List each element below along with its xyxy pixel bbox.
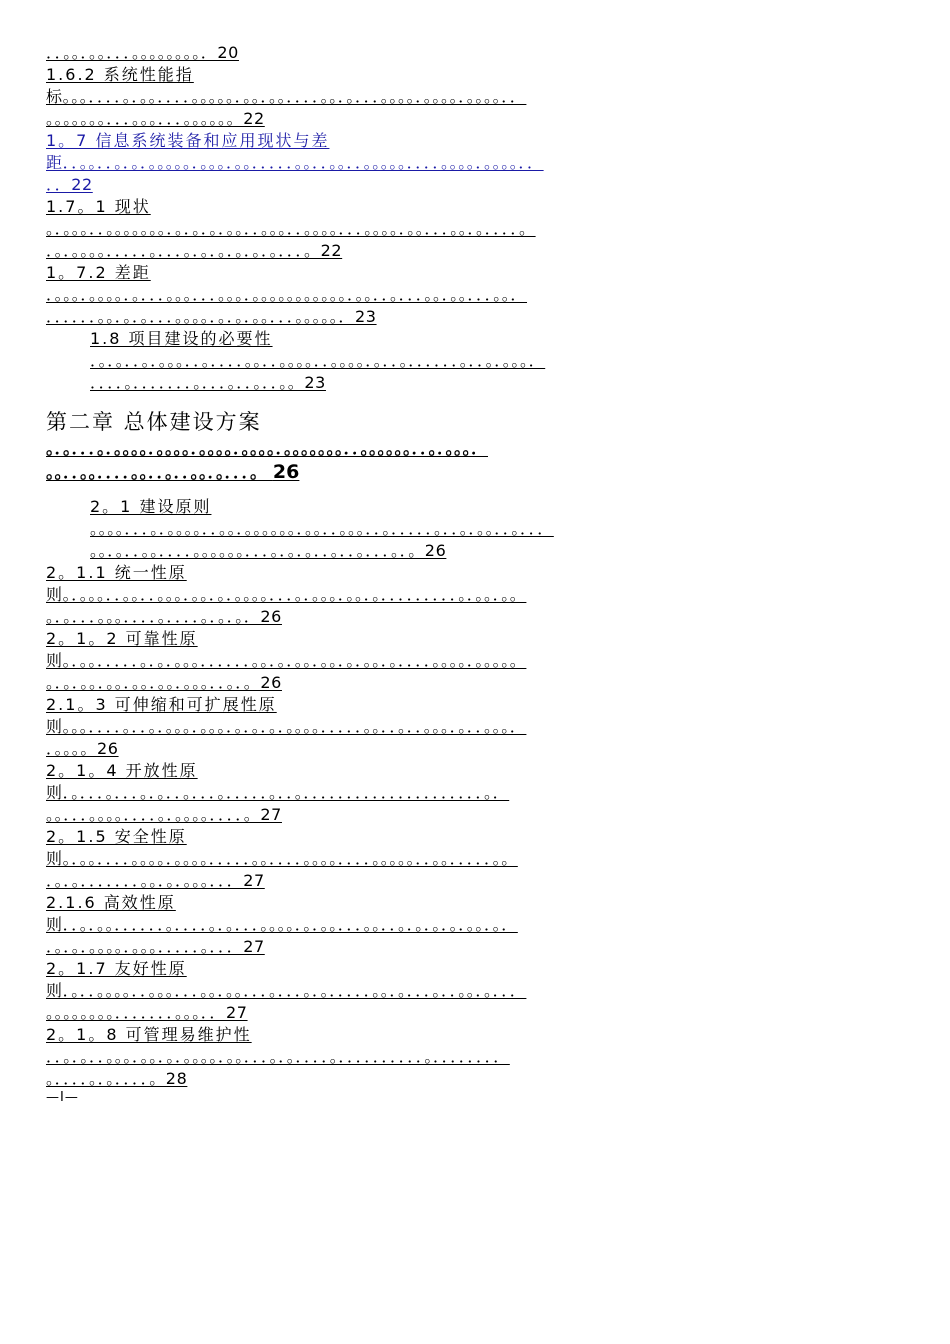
chapter-leader-dots-1[interactable]: 。．。．．．。．。。。。．。。。。．。。。。．。。。。．。。。。。。。．．。。。。。。．．。．。。。． bbox=[46, 439, 488, 459]
toc-entry-title[interactable]: 1。7.2 差距 bbox=[46, 263, 151, 282]
toc-leader-line[interactable]: 则。．。。．．．．．。．。．。。。．．．．．．。。．。．。。．。。．。．。。．。．．．．。。。。．。。。。。 bbox=[46, 651, 527, 670]
toc-section-1 bbox=[46, 42, 906, 394]
toc-leader-line[interactable]: 则．。．．。。。。．．。。。．．．。。．。。．．．。．．．。．。．．．．．。。．。．．．。．．。。．。．．． bbox=[46, 981, 527, 1000]
toc-leader-line[interactable]: 。。。。。。。．．．。。。．．．。。。。。。22 bbox=[46, 109, 265, 128]
toc-leader-line[interactable]: 则。．。。．．．．。。。。．。。。。．．．．．。。．．．．。。。。．．．．。。。。。．．。。．．．．．。。 bbox=[46, 849, 518, 868]
toc-leader-line[interactable]: 则．。．．．。．．．。．。．．。．．．。．．．．．。．．。．．．．．．．．．．．．．．．．．．．．．。． bbox=[46, 783, 510, 802]
toc-leader-line[interactable]: ．．．．。．．．．．．．。．．．。．．。．．。。23 bbox=[90, 373, 326, 392]
toc-leader-line[interactable]: 。．。．．．。。。．．．．。．．．．。．。．。．26 bbox=[46, 607, 282, 626]
chapter-title[interactable]: 第二章 总体建设方案 bbox=[46, 410, 262, 434]
toc-leader-line[interactable]: ．。．。。。。．．．．．。．．．。．。．。．。．。．。．．．。22 bbox=[46, 241, 343, 260]
toc-section-2 bbox=[46, 496, 906, 1090]
toc-leader-line[interactable]: 则。．。。。．．。。．．。。。．。。．。．。。。。．．．。．。。。．。。．。．．．．．．．．．。．。。．。。 bbox=[46, 585, 527, 604]
toc-entry-title[interactable]: 2。1 建设原则 bbox=[90, 497, 212, 516]
toc-leader-line[interactable]: ．。．。．．。．。。。．．。．．．．。。．．。。。。．．。。。。．。．．。．．．．．．。．．。．。。。． bbox=[90, 351, 546, 370]
toc-leader-line[interactable]: 。．．．．。．。．．．．。28 bbox=[46, 1069, 188, 1088]
toc-entry-title[interactable]: 2。1。8 可管理易维护性 bbox=[46, 1025, 252, 1044]
toc-leader-line[interactable]: 。．。。。．．。。。。。。。．。．。．。．。。．．。。。．．。。。。．．．。。。。．。。．．．。。．。．．．．。 bbox=[46, 219, 536, 238]
toc-leader-line[interactable]: 。。．。．．。。．．．．。。。。。。．．．。．。．。．．。．．。．．．。．。26 bbox=[90, 541, 447, 560]
toc-entry-title[interactable]: 1。7 信息系统装备和应用现状与差 bbox=[46, 131, 330, 150]
toc-leader-line[interactable]: 。。。。．．．。．。。。。．．。。．。。。。。。．。。．．。。。．．。．．．．．。．．。．。。．．。．．． bbox=[90, 519, 554, 538]
toc-entry-title[interactable]: 2。1。2 可靠性原 bbox=[46, 629, 198, 648]
toc-leader-line[interactable]: ．。。。．。。。。．。．．．。。。．．．。。。．。。。。。。。。。。。．。。．．。．．．。。．。。．．．。。． bbox=[46, 285, 528, 304]
toc-entry-title[interactable]: 2.1.6 高效性原 bbox=[46, 893, 176, 912]
toc-leader-line[interactable]: ．。．。．。。。。．。。。．．．．．。．．．27 bbox=[46, 937, 265, 956]
toc-entry-title[interactable]: 2。1.7 友好性原 bbox=[46, 959, 187, 978]
toc-entry-title[interactable]: 2.1。3 可伸缩和可扩展性原 bbox=[46, 695, 277, 714]
toc-leader-line[interactable]: ．。。。。26 bbox=[46, 739, 119, 758]
toc-leader-line[interactable]: 。。。。。。。。．．．．．．．。。。．．27 bbox=[46, 1003, 248, 1022]
toc-leader-line[interactable]: ．。．。．．．．．．．。。．。．。。。．．．27 bbox=[46, 871, 265, 890]
toc-leader-line[interactable]: 。。．．．。。。。．．．．。．。。。。．．．．。27 bbox=[46, 805, 282, 824]
toc-leader-line[interactable]: 标。。。．．．．。．。。．．．．。。。。。．。。．。。．．．．。。．。．．．。。。。．。。。。．。。。。．． bbox=[46, 87, 527, 106]
toc-leader-line[interactable]: ．．。。．。。．．．。。。。。。。。．20 bbox=[46, 43, 239, 62]
toc-entry-title[interactable]: 1.7。1 现状 bbox=[46, 197, 151, 216]
toc-leader-line[interactable]: ．．．．．．。。．。．。．．．。。。。．。．。．。。．．．。。。。。．23 bbox=[46, 307, 377, 326]
toc-entry-title[interactable]: 2。1.5 安全性原 bbox=[46, 827, 187, 846]
toc-leader-line[interactable]: ．．。．。．．。。。．。。．。．。。。。．。。．．．。．。．．．．。．．．．．．．．．．。．．．．．．．． bbox=[46, 1047, 510, 1066]
toc-leader-line[interactable]: 则．．。．。。．．．．．．。．．．．。．。．．．。。。。．。．。。．．．。。．．。．。．。．。．。。．。． bbox=[46, 915, 518, 934]
page-footer: —I— bbox=[46, 1090, 79, 1105]
toc-entry-title[interactable]: 2。1。4 开放性原 bbox=[46, 761, 198, 780]
toc-leader-line[interactable]: 则。。。．．．．。．．。．。。。．。。。．。．。．。．。。。。．．．．．。。．．。．．。。。．。．．。。。． bbox=[46, 717, 527, 736]
chapter-leader-dots-text: 。。．．。。．．．．。。．．。．．。。．。．．．。 bbox=[46, 463, 267, 483]
toc-entry-title[interactable]: 1.8 项目建设的必要性 bbox=[90, 329, 273, 348]
toc-leader-line[interactable]: 距．．。。．．。．。．。。。。。．。。。．。。．．．．．。。．．。。．．。。。。。．．．．。。。。．。。。。．． bbox=[46, 153, 544, 172]
chapter-leader-dots-2[interactable] bbox=[46, 461, 906, 484]
toc-leader-line[interactable]: 。．。．。。．。。．。。．。。．。。。．．。．。26 bbox=[46, 673, 282, 692]
toc-entry-title[interactable]: 1.6.2 系统性能指 bbox=[46, 65, 194, 84]
chapter-page-number: 26 bbox=[272, 461, 300, 483]
toc-leader-line[interactable]: ．．22 bbox=[46, 175, 93, 194]
toc-entry-title[interactable]: 2。1.1 统一性原 bbox=[46, 563, 187, 582]
table-of-contents bbox=[46, 42, 906, 1105]
